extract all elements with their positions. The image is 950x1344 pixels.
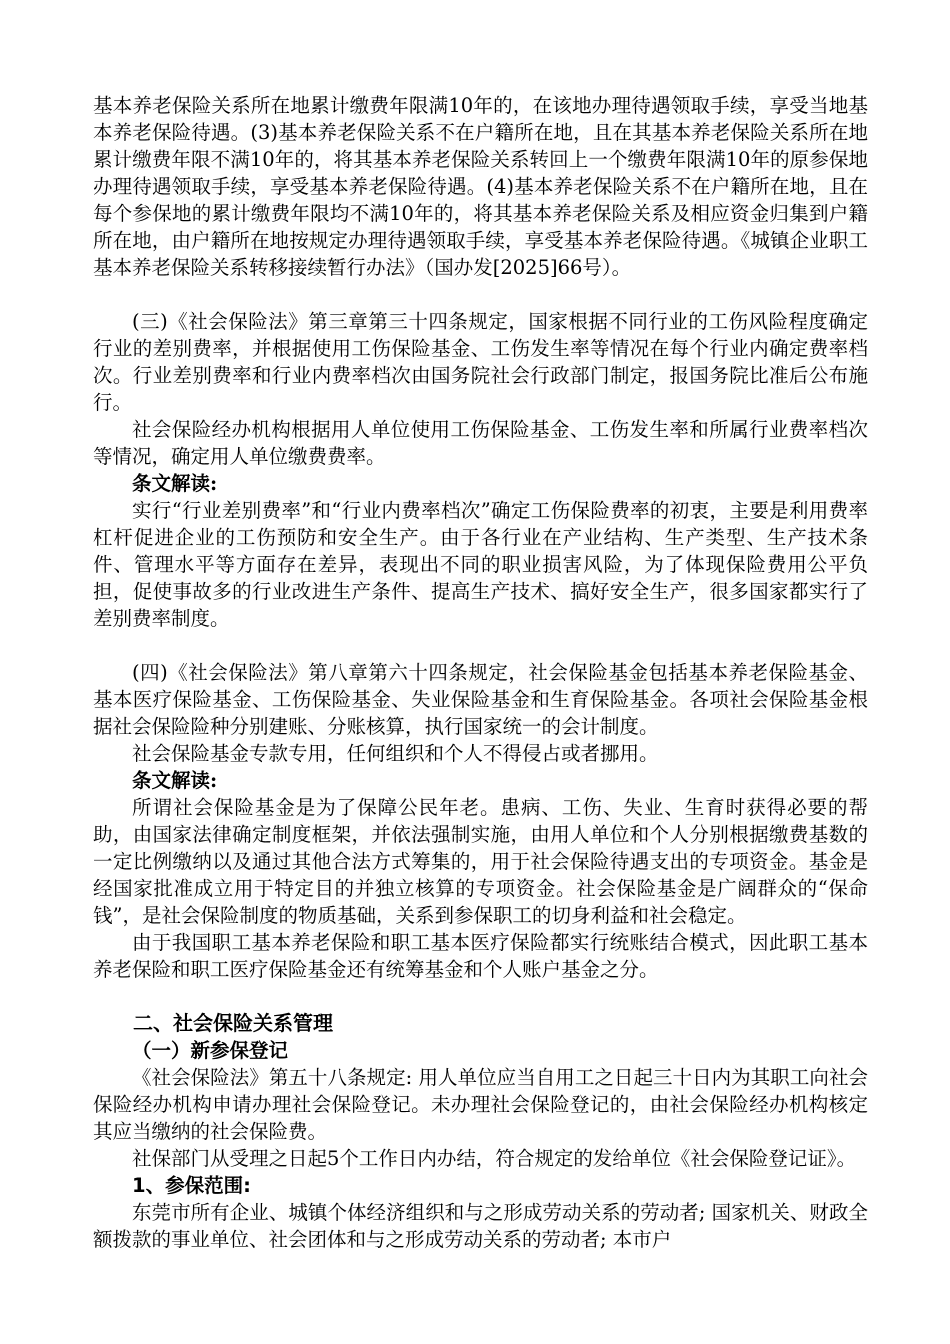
section-3-paragraph: 社会保险经办机构根据用人单位使用工伤保险基金、工伤发生率和所属行业费率档次等情况，确定用人单位缴费费率。 (93, 418, 868, 468)
section-3-interpretation: 实行“行业差别费率”和“行业内费率档次”确定工伤保险费率的初衷，主要是利用费率杠杆促进企业的工伤预防和安全生产。由于各行业在产业结构、生产类型、生产技术条件、管理水平等方面存在差异，表现出不同的职业损害风险，为了体现保险费用公平负担，促使事故多的行业改进生产条件、提高生产技术、搞好安全生产，很多国家都实行了差别费率制度。 (93, 499, 868, 630)
paragraph-pension-transfer: 基本养老保险关系所在地累计缴费年限满10年的，在该地办理待遇领取手续，享受当地基本养老保险待遇。(3)基本养老保险关系不在户籍所在地，且在其基本养老保险关系所在地累计缴费年限不满10年的，将其基本养老保险关系转回上一个缴费年限满10年的原参保地办理待遇领取手续，享受基本养老保险待遇。(4)基本养老保险关系不在户籍所在地，且在每个参保地的累计缴费年限均不满10年的，将其基本养老保险关系及相应资金归集到户籍所在地，由户籍所在地按规定办理待遇领取手续，享受基本养老保险待遇。《城镇企业职工基本养老保险关系转移接续暂行办法》（国办发[2025]66号）。 (93, 94, 868, 279)
section-3-clause: (三)《社会保险法》第三章第三十四条规定，国家根据不同行业的工伤风险程度确定行业的差别费率，并根据使用工伤保险基金、工伤发生率等情况在每个行业内确定费率档次。行业差别费率和行业内费率档次由国务院社会行政部门制定，报国务院比准后公布施行。 (93, 310, 868, 414)
spacer (93, 983, 868, 1010)
section-4-paragraph-2: 由于我国职工基本养老保险和职工基本医疗保险都实行统账结合模式，因此职工基本养老保险和职工医疗保险基金还有统筹基金和个人账户基金之分。 (93, 931, 868, 981)
spacer (93, 281, 868, 308)
section-4-clause: (四)《社会保险法》第八章第六十四条规定，社会保险基金包括基本养老保险基金、基本医疗保险基金、工伤保险基金、失业保险基金和生育保险基金。各项社会保险基金根据社会保险险种分别建账、分账核算，执行国家统一的会计制度。 (93, 661, 868, 738)
section-4-interpretation: 所谓社会保险基金是为了保障公民年老。患病、工伤、失业、生育时获得必要的帮助，由国家法律确定制度框架，并依法强制实施，由用人单位和个人分别根据缴费基数的一定比例缴纳以及通过其他合法方式筹集的，用于社会保险待遇支出的专项资金。基金是经国家批准成立用于特定目的并独立核算的专项资金。社会保险基金是广阔群众的“保命钱”，是社会保险制度的物质基础，关系到参保职工的切身利益和社会稳定。 (93, 796, 868, 927)
spacer (93, 632, 868, 659)
part-2-subheading-2: 1、参保范围: (132, 1174, 251, 1197)
part-2-paragraph-3: 东莞市所有企业、城镇个体经济组织和与之形成劳动关系的劳动者; 国家机关、财政全额拨款的事业单位、社会团体和与之形成劳动关系的劳动者; 本市户 (93, 1201, 868, 1251)
document-page (93, 92, 868, 1253)
part-2-paragraph-2: 社保部门从受理之日起5个工作日内办结，符合规定的发给单位《社会保险登记证》。 (132, 1147, 857, 1170)
part-2-subheading-1: （一）新参保登记 (132, 1039, 289, 1062)
section-3-interpretation-heading: 条文解读: (132, 472, 218, 495)
part-2-paragraph-1: 《社会保险法》第五十八条规定: 用人单位应当自用工之日起三十日内为其职工向社会保险经办机构申请办理社会保险登记。未办理社会保险登记的，由社会保险经办机构核定其应当缴纳的社会保险费。 (93, 1066, 868, 1143)
section-4-paragraph: 社会保险基金专款专用，任何组织和个人不得侵占或者挪用。 (132, 742, 659, 765)
part-2-title: 二、社会保险关系管理 (133, 1011, 333, 1035)
section-4-interpretation-heading: 条文解读: (132, 769, 218, 792)
